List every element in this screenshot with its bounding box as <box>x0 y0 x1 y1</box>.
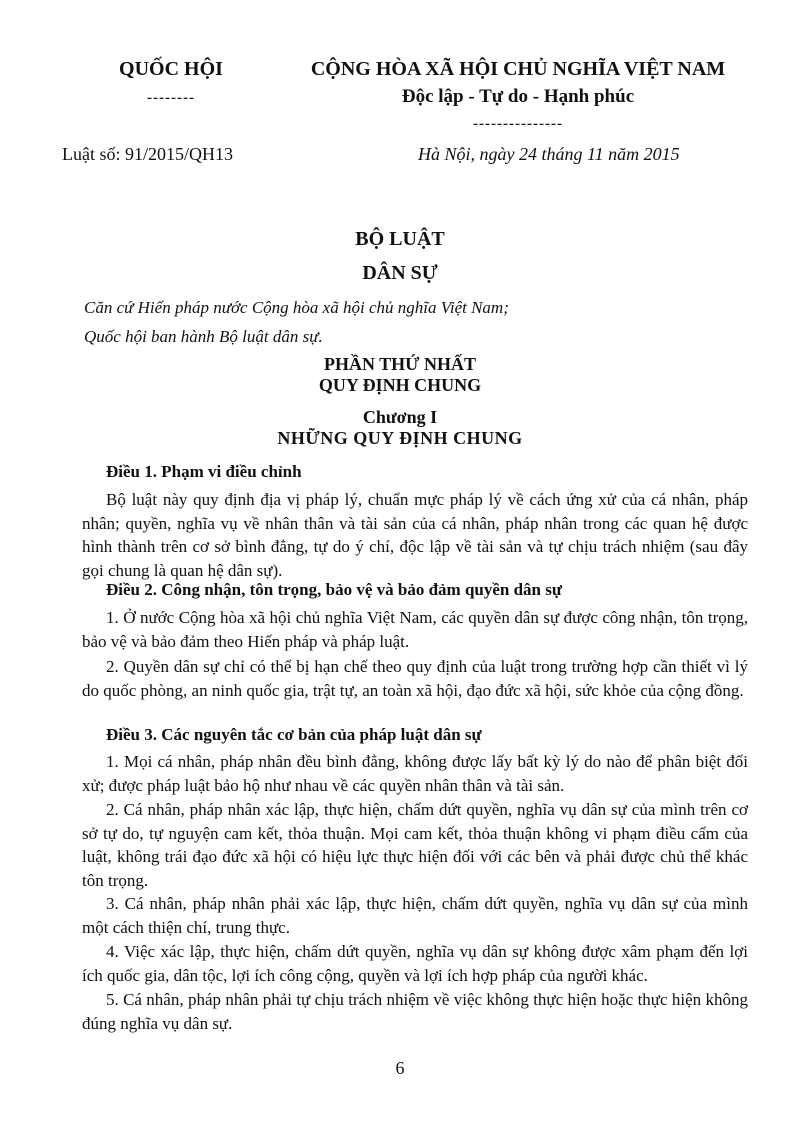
part-title: PHẦN THỨ NHẤT <box>323 354 476 374</box>
article-3-clause-1: 1. Mọi cá nhân, pháp nhân đều bình đẳng, không được lấy bất kỳ lý do nào để phân biệt đối xử; được pháp luật bảo hộ như nhau về các quyền nhân thân và tài sản. <box>82 752 748 795</box>
page-number: 6 <box>395 1058 405 1078</box>
article-2-heading: Điều 2. Công nhận, tôn trọng, bảo vệ và bảo đảm quyền dân sự <box>106 580 563 599</box>
place-date: Hà Nội, ngày 24 tháng 11 năm 2015 <box>418 144 680 164</box>
preamble-line-2: Quốc hội ban hành Bộ luật dân sự. <box>84 327 323 346</box>
issuing-body-divider: -------- <box>147 90 195 106</box>
article-1-heading: Điều 1. Phạm vi điều chỉnh <box>106 462 302 481</box>
document-title-line2: DÂN SỰ <box>362 262 438 284</box>
chapter-number: Chương I <box>362 407 438 427</box>
national-motto: Độc lập - Tự do - Hạnh phúc <box>401 86 635 107</box>
preamble-line-1: Căn cứ Hiến pháp nước Cộng hòa xã hội chủ nghĩa Việt Nam; <box>84 298 509 317</box>
document-title-line1: BỘ LUẬT <box>355 228 445 250</box>
article-3-clause-5: 5. Cá nhân, pháp nhân phải tự chịu trách nhiệm về việc không thực hiện hoặc thực hiện không đúng nghĩa vụ dân sự. <box>82 990 748 1033</box>
article-3-clause-2: 2. Cá nhân, pháp nhân xác lập, thực hiện, chấm dứt quyền, nghĩa vụ dân sự của mình trên cơ sở tự do, tự nguyện cam kết, thỏa thuận. Mọi cam kết, thỏa thuận không vi phạm điều cấm của luật, không trái đạo đức xã hội có hiệu lực thực hiện đối với các bên và phải được chủ thể khác tôn trọng. <box>82 800 748 890</box>
chapter-title: NHỮNG QUY ĐỊNH CHUNG <box>277 428 523 448</box>
article-3-clause-4: 4. Việc xác lập, thực hiện, chấm dứt quyền, nghĩa vụ dân sự không được xâm phạm đến lợi ích quốc gia, dân tộc, lợi ích công cộng, quyền và lợi ích hợp pháp của người khác. <box>82 942 748 985</box>
article-3-heading: Điều 3. Các nguyên tắc cơ bản của pháp luật dân sự <box>106 725 482 744</box>
issuing-body: QUỐC HỘI <box>119 58 223 80</box>
law-number: Luật số: 91/2015/QH13 <box>62 144 233 164</box>
motto-divider: --------------- <box>473 116 563 132</box>
article-3-clause-3: 3. Cá nhân, pháp nhân phải xác lập, thực hiện, chấm dứt quyền, nghĩa vụ dân sự của mình một cách thiện chí, trung thực. <box>82 894 748 937</box>
article-2-clause-2: 2. Quyền dân sự chỉ có thể bị hạn chế theo quy định của luật trong trường hợp cần thiết vì lý do quốc phòng, an ninh quốc gia, trật tự, an toàn xã hội, đạo đức xã hội, sức khỏe của cộng đồng. <box>82 657 748 700</box>
nation-name: CỘNG HÒA XÃ HỘI CHỦ NGHĨA VIỆT NAM <box>310 58 726 80</box>
article-1-paragraph: Bộ luật này quy định địa vị pháp lý, chuẩn mực pháp lý về cách ứng xử của cá nhân, pháp nhân; quyền, nghĩa vụ về nhân thân và tài sản của cá nhân, pháp nhân trong các quan hệ được hình thành trên cơ sở bình đẳng, tự do ý chí, độc lập về tài sản và tự chịu trách nhiệm (sau đây gọi chung là quan hệ dân sự). <box>82 490 748 580</box>
article-2-clause-1: 1. Ở nước Cộng hòa xã hội chủ nghĩa Việt Nam, các quyền dân sự được công nhận, tôn trọng, bảo vệ và bảo đảm theo Hiến pháp và pháp luật. <box>82 608 748 651</box>
part-subtitle: QUY ĐỊNH CHUNG <box>318 375 482 395</box>
